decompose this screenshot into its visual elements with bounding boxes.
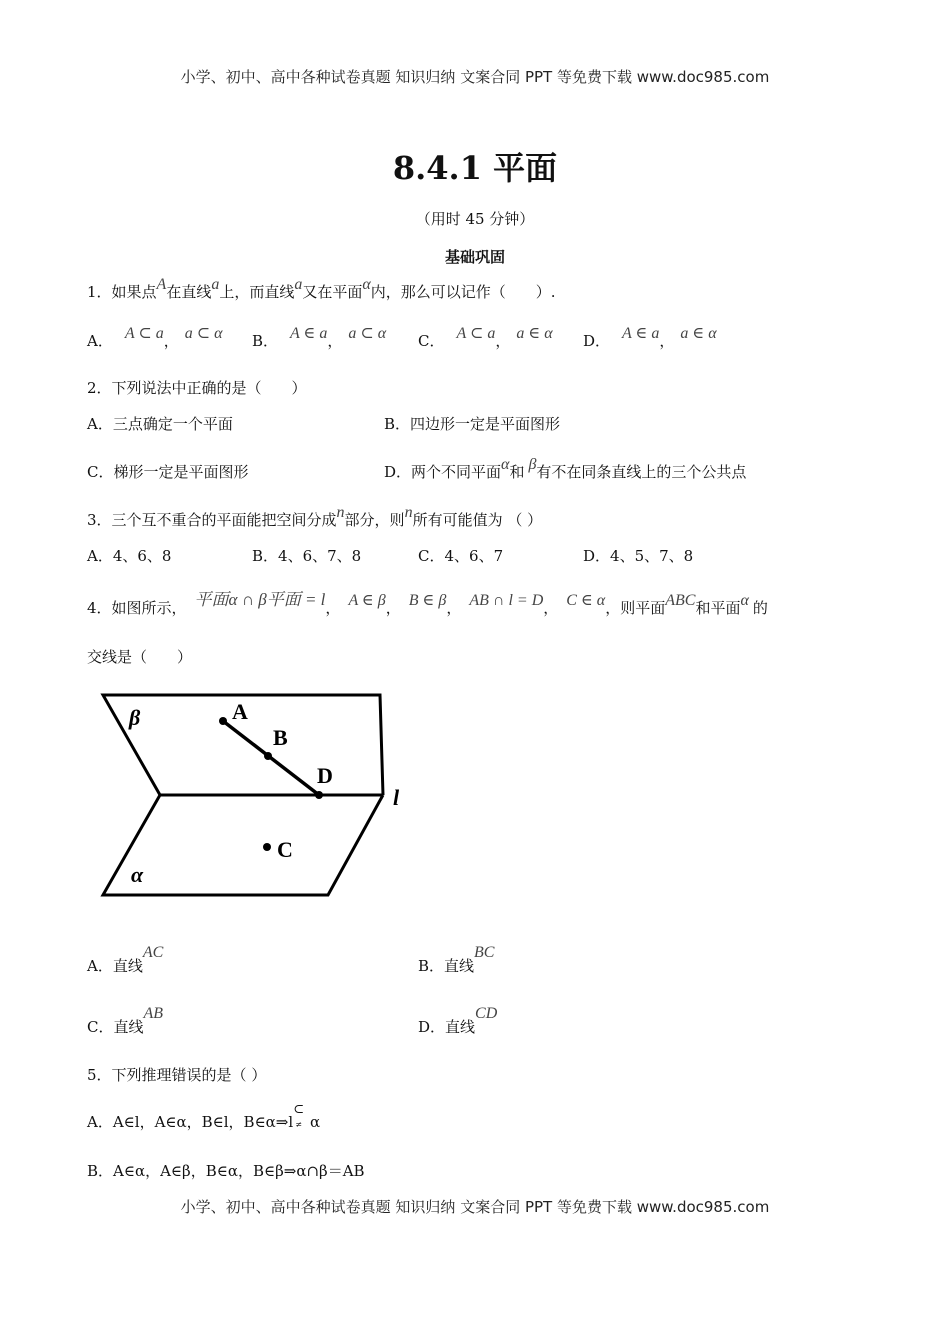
q1-option-d[interactable]: [583, 325, 717, 351]
q5-option-a[interactable]: [87, 1102, 321, 1132]
q4-option-d[interactable]: [418, 1005, 498, 1037]
q4-math-6: ABC: [665, 592, 696, 609]
q1-text-1: 1．如果点: [87, 283, 157, 301]
option-letter: D．: [583, 332, 611, 350]
q3-option-c[interactable]: C．4、6、7: [418, 547, 504, 565]
option-text-1: D．两个不同平面: [384, 463, 502, 481]
q4-math-2: A ∈ β: [348, 592, 386, 609]
q1-math-a: a: [211, 276, 220, 293]
q4-math-4: AB ∩ l = D: [469, 592, 544, 609]
option-letter: A．: [87, 332, 113, 350]
option-letter: C．: [418, 332, 445, 350]
point-C: [263, 843, 271, 851]
option-text: D．直线: [418, 1018, 476, 1036]
q2-option-c[interactable]: C．梯形一定是平面图形: [87, 463, 249, 481]
option-text-2: α: [305, 1113, 321, 1131]
q4-text-2: ，则平面: [605, 599, 666, 617]
question-4-stem-line2: 交线是（ ）: [87, 648, 193, 666]
label-beta: β: [129, 705, 141, 730]
question-2-stem: 2．下列说法中正确的是（ ）: [87, 379, 307, 397]
label-B: B: [273, 725, 288, 750]
q1-text-4: 又在平面: [302, 283, 363, 301]
question-1-stem: [87, 276, 556, 302]
subset-top: ⊂: [293, 1102, 305, 1117]
q3-math-n2: n: [404, 504, 413, 521]
q4-math-7: α: [740, 592, 749, 609]
question-3-stem: [87, 504, 543, 530]
bottom-banner: 小学、初中、高中各种试卷真题 知识归纳 文案合同 PPT 等免费下载 www.doc985.com: [180, 1198, 770, 1216]
time-note: （用时 45 分钟）: [415, 210, 535, 228]
option-math: BC: [474, 944, 495, 961]
q4-math-1: 平面α ∩ β平面 = l: [194, 590, 326, 609]
option-math-2: a ∈ α: [516, 325, 553, 342]
q3-text-1: 3．三个互不重合的平面能把空间分成: [87, 511, 337, 529]
question-5-stem: 5．下列推理错误的是（ ）: [87, 1066, 267, 1084]
q1-math-alpha: α: [362, 276, 371, 293]
q5-option-b[interactable]: B．A∈α，A∈β，B∈α，B∈β⇒α∩β＝AB: [87, 1162, 365, 1180]
q4-comma: ，: [385, 599, 401, 617]
q3-text-3: 所有可能值为 （ ）: [412, 511, 543, 529]
option-text: B．直线: [418, 957, 475, 975]
q4-math-5: C ∈ α: [566, 592, 606, 609]
q1-option-a[interactable]: [87, 325, 223, 351]
label-alpha: α: [131, 862, 144, 887]
section-heading: 基础巩固: [444, 248, 505, 266]
label-A: A: [232, 699, 248, 724]
option-math-2: a ⊂ α: [184, 325, 223, 342]
proper-subset-symbol: [293, 1102, 305, 1131]
q4-text-3: 和平面: [695, 599, 741, 617]
option-math-2: a ∈ α: [680, 325, 717, 342]
label-D: D: [317, 763, 333, 788]
q2-option-d[interactable]: [384, 456, 747, 482]
option-text-1: A．A∈l，A∈α，B∈l，B∈α⇒l: [87, 1113, 294, 1131]
q1-math-A: A: [156, 276, 167, 293]
option-math-1: A ⊂ a: [456, 325, 496, 342]
q4-comma: ，: [446, 599, 462, 617]
point-A: [219, 717, 227, 725]
option-comma: ，: [659, 332, 675, 350]
option-math-1: A ∈ a: [622, 325, 660, 342]
option-text: A．直线: [87, 957, 143, 975]
plane-alpha-outline: [103, 795, 383, 895]
q3-text-2: 部分，则: [344, 511, 405, 529]
option-math-2: a ⊂ α: [348, 325, 387, 342]
option-comma: ，: [495, 332, 511, 350]
label-C: C: [277, 837, 293, 862]
option-math-beta: β: [528, 456, 537, 473]
q4-option-c[interactable]: [87, 1005, 164, 1037]
q1-text-3: 上，而直线: [219, 283, 295, 301]
q3-math-n: n: [336, 504, 345, 521]
planes-figure: [95, 685, 415, 900]
q4-text-1: 4．如图所示，: [87, 599, 187, 617]
q1-option-c[interactable]: [418, 325, 553, 351]
q1-text-2: 在直线: [166, 283, 212, 301]
question-4-stem: [87, 590, 768, 618]
option-comma: ，: [327, 332, 343, 350]
option-text-2: 和: [509, 463, 525, 481]
q4-comma: ，: [543, 599, 559, 617]
option-math: AC: [142, 944, 164, 961]
option-math-1: A ⊂ a: [124, 325, 164, 342]
option-math: AB: [143, 1005, 164, 1022]
option-letter: B．: [252, 332, 279, 350]
page-title: 8.4.1 平面: [392, 149, 558, 187]
q1-option-b[interactable]: [252, 325, 387, 351]
q4-option-a[interactable]: [87, 944, 164, 976]
subset-bottom: ≠: [295, 1120, 302, 1129]
q1-text-5: 内，那么可以记作（ ）.: [370, 283, 556, 301]
option-comma: ，: [163, 332, 179, 350]
q1-math-a2: a: [294, 276, 303, 293]
q3-option-b[interactable]: B．4、6、7、8: [252, 547, 362, 565]
q2-option-b[interactable]: B．四边形一定是平面图形: [384, 415, 561, 433]
label-l: l: [393, 785, 400, 810]
option-math-1: A ∈ a: [290, 325, 328, 342]
q2-option-a[interactable]: A．三点确定一个平面: [87, 415, 233, 433]
q4-math-3: B ∈ β: [408, 592, 447, 609]
q4-option-b[interactable]: [418, 944, 495, 976]
q3-option-a[interactable]: A．4、6、8: [87, 547, 172, 565]
q3-option-d[interactable]: D．4、5、7、8: [583, 547, 694, 565]
option-text-3: 有不在同条直线上的三个公共点: [536, 463, 747, 481]
q4-comma: ，: [325, 599, 341, 617]
top-banner: 小学、初中、高中各种试卷真题 知识归纳 文案合同 PPT 等免费下载 www.doc985.com: [180, 68, 770, 86]
option-math: CD: [475, 1005, 498, 1022]
q4-text-4: 的: [752, 599, 768, 617]
point-B: [264, 752, 272, 760]
option-text: C．直线: [87, 1018, 144, 1036]
option-math-alpha: α: [501, 456, 510, 473]
point-D: [315, 791, 323, 799]
